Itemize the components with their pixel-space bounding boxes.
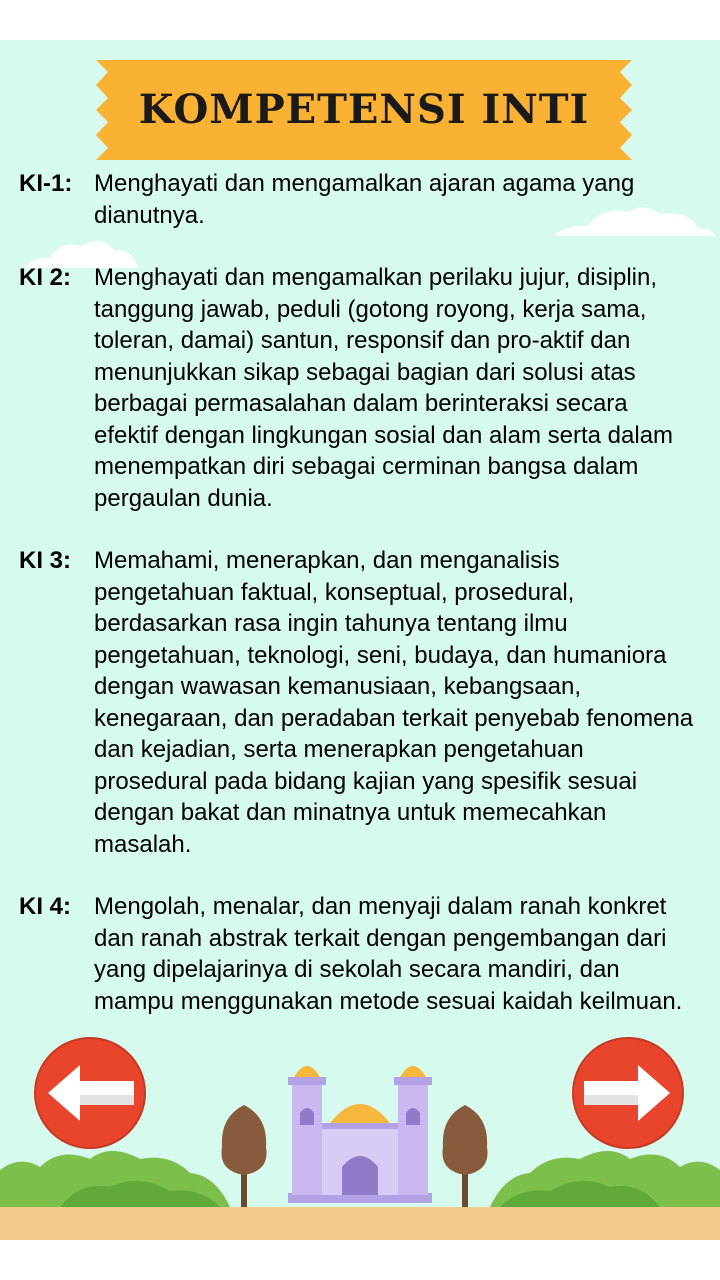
item-text: Menghayati dan mengamalkan perilaku jujur, disiplin, tanggung jawab, peduli (gotong royong, kerja sama, toleran, damai) santun, responsif dan pro-aktif dan menunjukkan sikap sebagai bagian dari solusi atas berbagai permasalahan dalam berinteraksi secara efektif dengan lingkungan sosial dan alam serta dalam menempatkan diri sebagai cerminan bangsa dalam pergaulan dunia. <box>94 264 674 512</box>
list-item <box>0 168 720 231</box>
item-label: KI 2: <box>19 264 72 291</box>
list-item <box>0 545 720 860</box>
item-text: Memahami, menerapkan, dan menganalisis pengetahuan faktual, konseptual, prosedural, berdasarkan rasa ingin tahunya tentang ilmu pengetahuan, teknologi, seni, budaya, dan humaniora dengan wawasan kemanusiaan, kebangsaan, kenegaraan, dan peradaban terkait penyebab fenomena dan kejadian, serta menerapkan pengetahuan prosedural pada bidang kajian yang spesifik sesuai dengan bakat dan minatnya untuk memecahkan masalah. <box>94 547 694 858</box>
item-label: KI 4: <box>19 893 72 920</box>
item-label: KI 3: <box>19 547 72 574</box>
page-title: KOMPETENSI INTI <box>138 86 590 133</box>
app-screen <box>0 40 720 1240</box>
arrow-right-icon <box>572 1037 684 1149</box>
list-item <box>0 262 720 514</box>
list-item <box>0 891 720 1017</box>
next-button[interactable] <box>572 1037 684 1149</box>
item-text: Mengolah, menalar, dan menyaji dalam ranah konkret dan ranah abstrak terkait dengan pengembangan dari yang dipelajarinya di sekolah secara mandiri, dan mampu menggunakan metode sesuai kaidah keilmuan. <box>94 893 683 1015</box>
arrow-left-icon <box>34 1037 146 1149</box>
tree-left <box>221 1105 266 1207</box>
item-text: Menghayati dan mengamalkan ajaran agama yang dianutnya. <box>94 170 635 229</box>
title-banner <box>90 60 638 160</box>
content-list <box>0 168 720 1048</box>
previous-button[interactable] <box>34 1037 146 1149</box>
mosque-illustration <box>288 1066 432 1203</box>
item-label: KI-1: <box>19 170 73 197</box>
ground <box>0 1207 720 1240</box>
tree-right <box>442 1105 487 1207</box>
